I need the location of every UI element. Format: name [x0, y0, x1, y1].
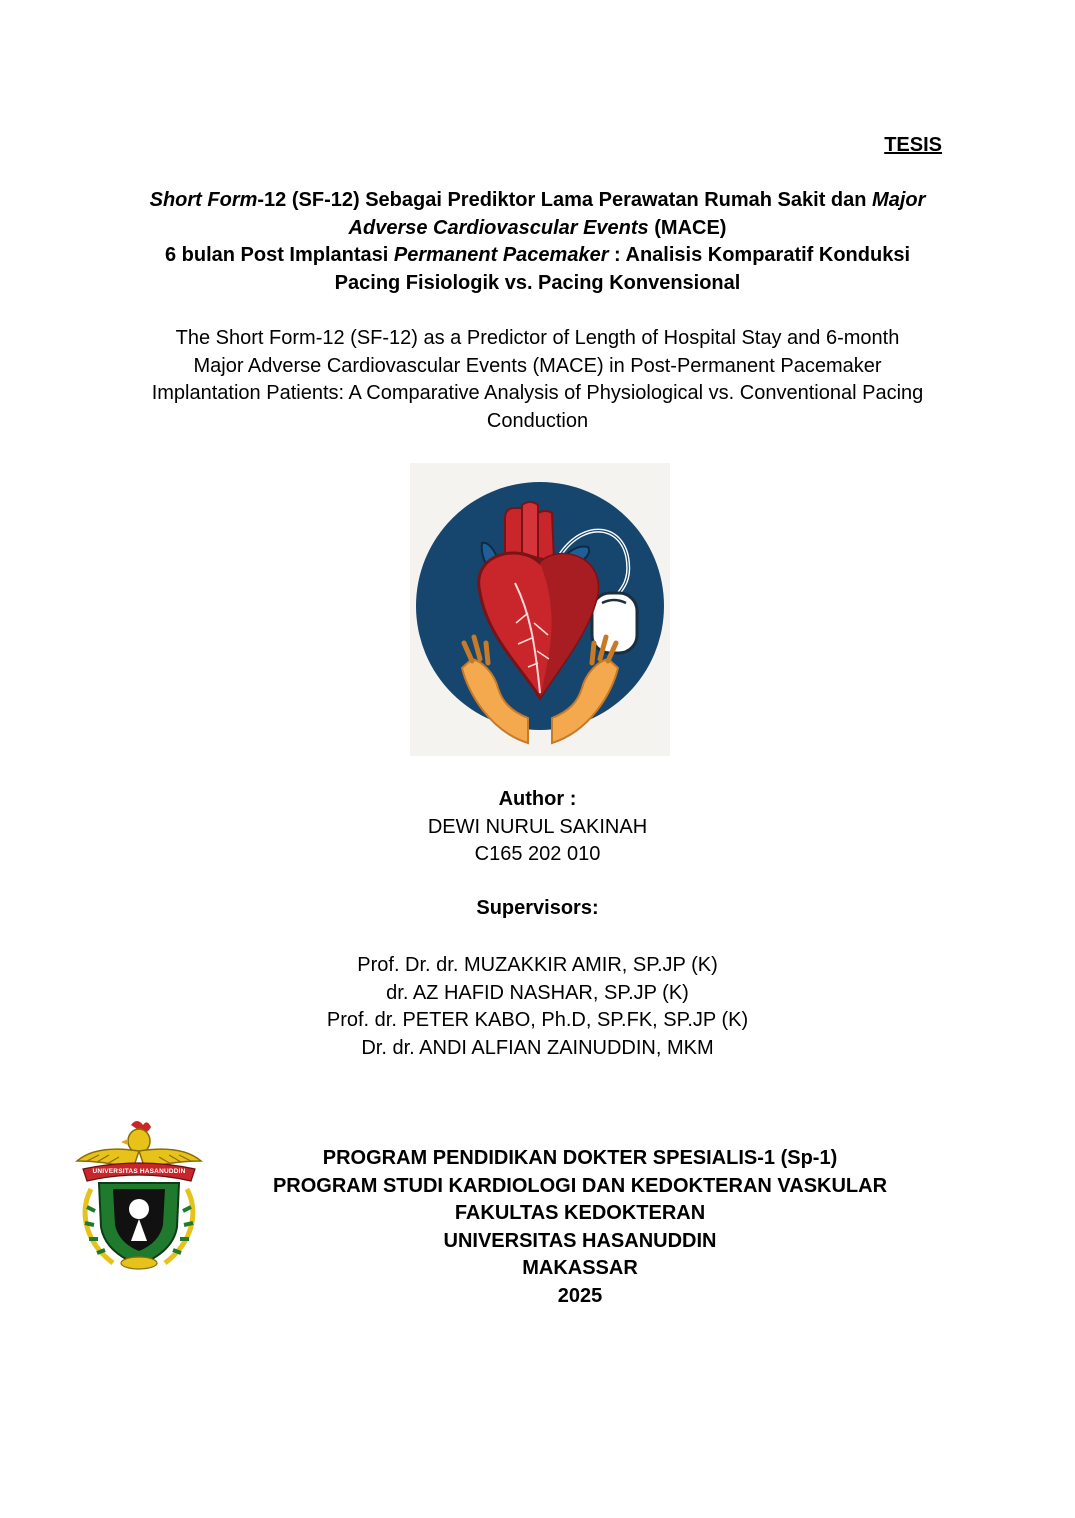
title-id-italic-short-form: Short Form [149, 189, 258, 211]
author-block [0, 786, 1075, 869]
title-en-line: The Short Form-12 (SF-12) as a Predictor of Length of Hospital Stay and 6-month [175, 327, 900, 349]
document-type-label: TESIS [884, 134, 942, 156]
title-id-text: -12 (SF-12) Sebagai Prediktor Lama Perawatan Rumah Sakit dan [257, 189, 873, 211]
institution-year: 2025 [557, 1284, 603, 1307]
title-en-line: Implantation Patients: A Comparative Analysis of Physiological vs. Conventional Pacing [151, 382, 924, 404]
institution-city: MAKASSAR [522, 1257, 638, 1279]
supervisors-label: Supervisors: [476, 897, 599, 919]
title-id-text: (MACE) [648, 216, 727, 239]
university-crest-icon [73, 1117, 205, 1273]
title-id-text: 6 bulan Post Implantasi [164, 244, 394, 266]
title-id-italic-pacemaker: Permanent Pacemaker [393, 244, 609, 266]
title-id-line-2 [120, 215, 955, 243]
title-id-line-4: Pacing Fisiologik vs. Pacing Konvensional [334, 271, 741, 294]
institution-block [220, 1145, 940, 1310]
title-english [120, 325, 955, 435]
heart-pacemaker-hands-icon [410, 463, 670, 756]
title-id-line-1 [120, 187, 955, 215]
title-en-line: Major Adverse Cardiovascular Events (MACE) in Post-Permanent Pacemaker [193, 354, 882, 377]
institution-line: PROGRAM PENDIDIKAN DOKTER SPESIALIS-1 (Sp-1) [322, 1147, 838, 1169]
author-label: Author : [498, 788, 577, 810]
institution-line: FAKULTAS KEDOKTERAN [454, 1202, 706, 1224]
author-name: DEWI NURUL SAKINAH [427, 815, 648, 838]
supervisor-name: Dr. dr. ANDI ALFIAN ZAINUDDIN, MKM [361, 1036, 714, 1059]
institution-line: UNIVERSITAS HASANUDDIN [443, 1229, 717, 1252]
title-en-line: Conduction [486, 409, 589, 432]
title-indonesian [120, 187, 955, 297]
supervisors-list [0, 952, 1075, 1062]
supervisor-name: Prof. dr. PETER KABO, Ph.D, SP.FK, SP.JP (K) [326, 1009, 749, 1031]
supervisor-name: dr. AZ HAFID NASHAR, SP.JP (K) [386, 981, 689, 1004]
cover-illustration [410, 463, 670, 756]
title-id-italic-mace: Adverse Cardiovascular Events [348, 216, 649, 239]
institution-line: PROGRAM STUDI KARDIOLOGI DAN KEDOKTERAN VASKULAR [272, 1174, 888, 1197]
title-id-text: : Analisis Komparatif Konduksi [608, 244, 911, 266]
title-id-italic-major: Major [872, 189, 926, 211]
author-id: C165 202 010 [474, 843, 601, 865]
title-id-line-3 [120, 242, 955, 270]
university-logo [73, 1117, 205, 1273]
logo-banner-text: UNIVERSITAS HASANUDDIN [92, 1168, 186, 1175]
supervisor-name: Prof. Dr. dr. MUZAKKIR AMIR, SP.JP (K) [357, 954, 718, 976]
